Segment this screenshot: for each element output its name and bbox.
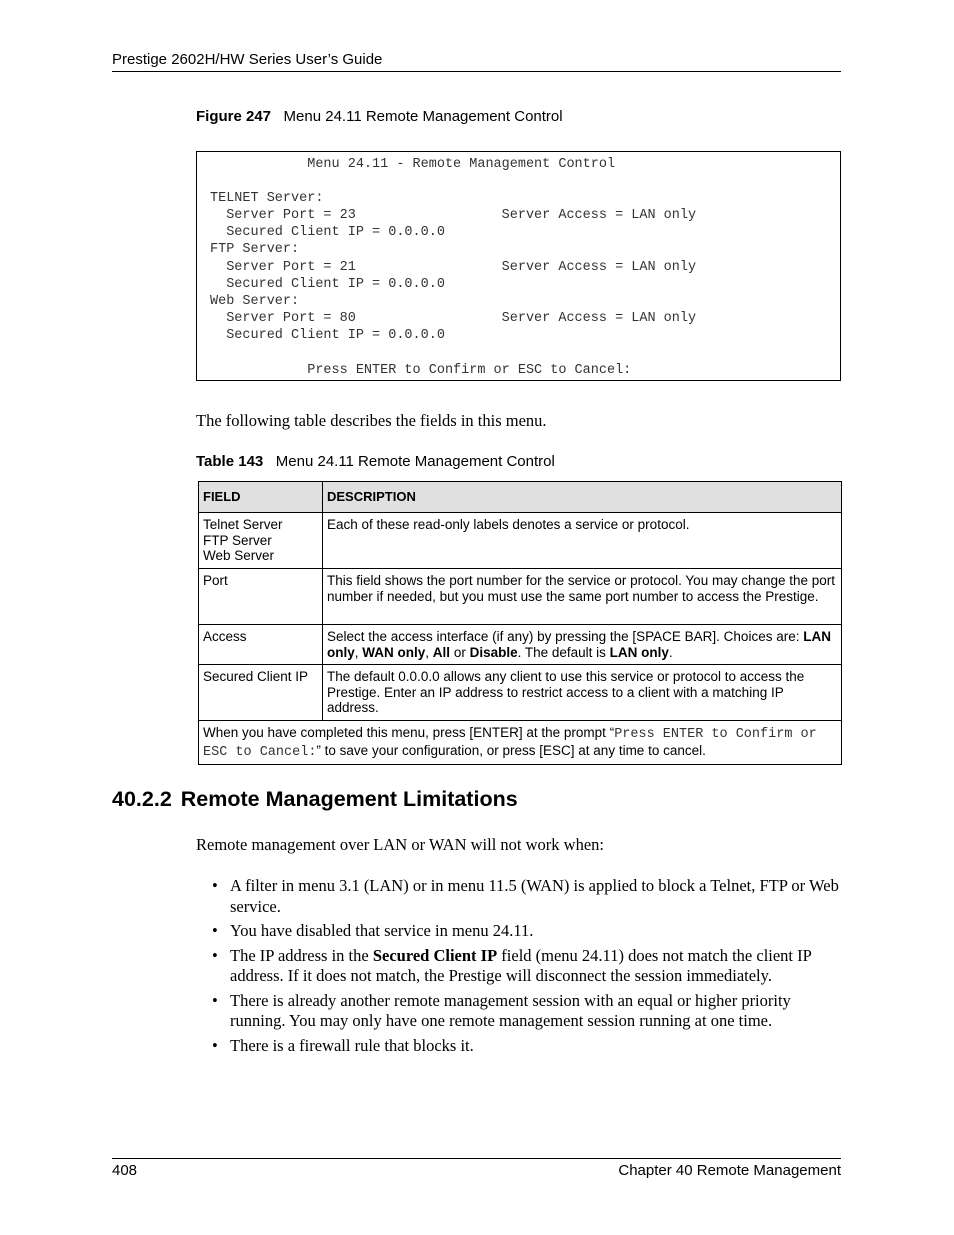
note-text: ” to save your configuration, or press [ESC] at any time to cancel. — [316, 742, 706, 758]
description-text: . The default is — [517, 644, 610, 660]
screen-line: Web Server: — [210, 294, 300, 309]
table-header-row — [199, 482, 842, 513]
description-text: . — [668, 644, 673, 660]
description-cell — [323, 625, 842, 665]
default-lan-only: LAN only — [609, 644, 669, 660]
terminal-screen — [196, 151, 841, 381]
field-name: Port — [203, 573, 228, 588]
description-cell: This field shows the port number for the service or protocol. You may change the port number if needed, but you must use the same port number to access the Prestige. — [323, 569, 842, 625]
bullet-icon: • — [212, 990, 218, 1010]
field-name: Web Server — [203, 548, 275, 563]
field-cell — [199, 569, 323, 625]
intro-paragraph: The following table describes the fields in this menu. — [196, 411, 547, 430]
description-column-header: DESCRIPTION — [323, 482, 842, 513]
field-cell — [199, 513, 323, 569]
section-number: 40.2.2 — [112, 787, 172, 811]
table-footer-row — [199, 721, 842, 765]
list-item-text: A filter in menu 3.1 (LAN) or in menu 11.5 (WAN) is applied to block a Telnet, FTP or Web service. — [230, 876, 839, 916]
field-name: FTP Server — [203, 532, 272, 548]
table-row — [199, 665, 842, 721]
screen-line: Server Port = 21 Server Access = LAN only — [210, 260, 697, 275]
page-number: 408 — [112, 1162, 138, 1179]
bullet-icon: • — [212, 1035, 218, 1055]
screen-line: Secured Client IP = 0.0.0.0 — [210, 225, 445, 240]
figure-caption — [196, 108, 563, 125]
list-item — [212, 946, 842, 987]
figure-title: Menu 24.11 Remote Management Control — [283, 108, 563, 125]
list-item-text: The IP address in the — [230, 945, 373, 965]
description-text: , — [425, 644, 433, 660]
description-cell: The default 0.0.0.0 allows any client to use this service or protocol to access the Prestige. Enter an IP address to restrict access to a client with a matching IP address. — [323, 665, 842, 721]
note-text: When you have completed this menu, press [ENTER] at the prompt “ — [203, 725, 615, 740]
section-heading — [112, 787, 518, 812]
bullet-icon: • — [212, 945, 218, 965]
table-row — [199, 625, 842, 665]
list-item-text: There is a firewall rule that blocks it. — [230, 1035, 474, 1055]
table-title: Menu 24.11 Remote Management Control — [275, 453, 555, 470]
screen-line: Secured Client IP = 0.0.0.0 — [210, 328, 445, 343]
screen-line: Server Port = 23 Server Access = LAN only — [210, 208, 697, 223]
bullet-icon: • — [212, 876, 218, 895]
list-item — [212, 921, 842, 942]
running-header-title: Prestige 2602H/HW Series User’s Guide — [112, 51, 383, 68]
list-item-bold-text: Secured Client IP — [372, 945, 498, 965]
list-item — [212, 991, 842, 1032]
limitations-list — [212, 876, 842, 1060]
description-text: or — [450, 644, 470, 660]
screen-line: Server Port = 80 Server Access = LAN only — [210, 311, 697, 326]
choice-disable: Disable — [469, 644, 518, 660]
screen-line: Press ENTER to Confirm or ESC to Cancel: — [210, 363, 632, 378]
table-label: Table 143 — [196, 453, 264, 470]
choice-all: All — [432, 644, 451, 660]
description-text: Select the access interface (if any) by pressing the [SPACE BAR]. Choices are: — [327, 629, 804, 644]
fields-table — [198, 481, 842, 765]
footer-rule — [112, 1158, 841, 1159]
chapter-title: Chapter 40 Remote Management — [618, 1162, 841, 1179]
prompt-text: Press ENTER to Confirm or ESC to Cancel: — [203, 727, 817, 760]
screen-line: Menu 24.11 - Remote Management Control — [210, 157, 616, 172]
screen-line: TELNET Server: — [210, 191, 324, 206]
screen-line: FTP Server: — [210, 242, 300, 257]
list-item-text: field (menu 24.11) does not match the client IP address. If it does not match, the Prestige will disconnect the session immediately. — [230, 945, 812, 985]
field-name: Telnet Server — [203, 517, 283, 532]
field-name: Access — [203, 629, 247, 644]
table-caption — [196, 453, 555, 470]
bullet-icon: • — [212, 921, 218, 940]
table-row — [199, 569, 842, 625]
limitations-intro: Remote management over LAN or WAN will not work when: — [196, 835, 604, 854]
list-item — [212, 1036, 842, 1057]
list-item-text: You have disabled that service in menu 24.11. — [230, 921, 534, 940]
list-item — [212, 876, 842, 917]
field-name: Secured Client IP — [203, 669, 309, 684]
table-row — [199, 513, 842, 569]
section-title: Remote Management Limitations — [180, 787, 518, 811]
figure-label: Figure 247 — [196, 108, 272, 125]
description-text: , — [354, 644, 363, 660]
table-footer-note — [199, 721, 842, 765]
screen-line: Secured Client IP = 0.0.0.0 — [210, 277, 445, 292]
header-rule — [112, 71, 841, 72]
description-cell: Each of these read-only labels denotes a service or protocol. — [323, 513, 842, 569]
choice-wan-only: WAN only — [362, 644, 426, 660]
field-cell — [199, 625, 323, 665]
list-item-text: There is already another remote management session with an equal or higher priority running. You may only have one remote management session running at one time. — [230, 990, 791, 1030]
field-column-header: FIELD — [199, 482, 323, 513]
field-cell — [199, 665, 323, 721]
choice-lan-only: LAN only — [327, 629, 831, 660]
